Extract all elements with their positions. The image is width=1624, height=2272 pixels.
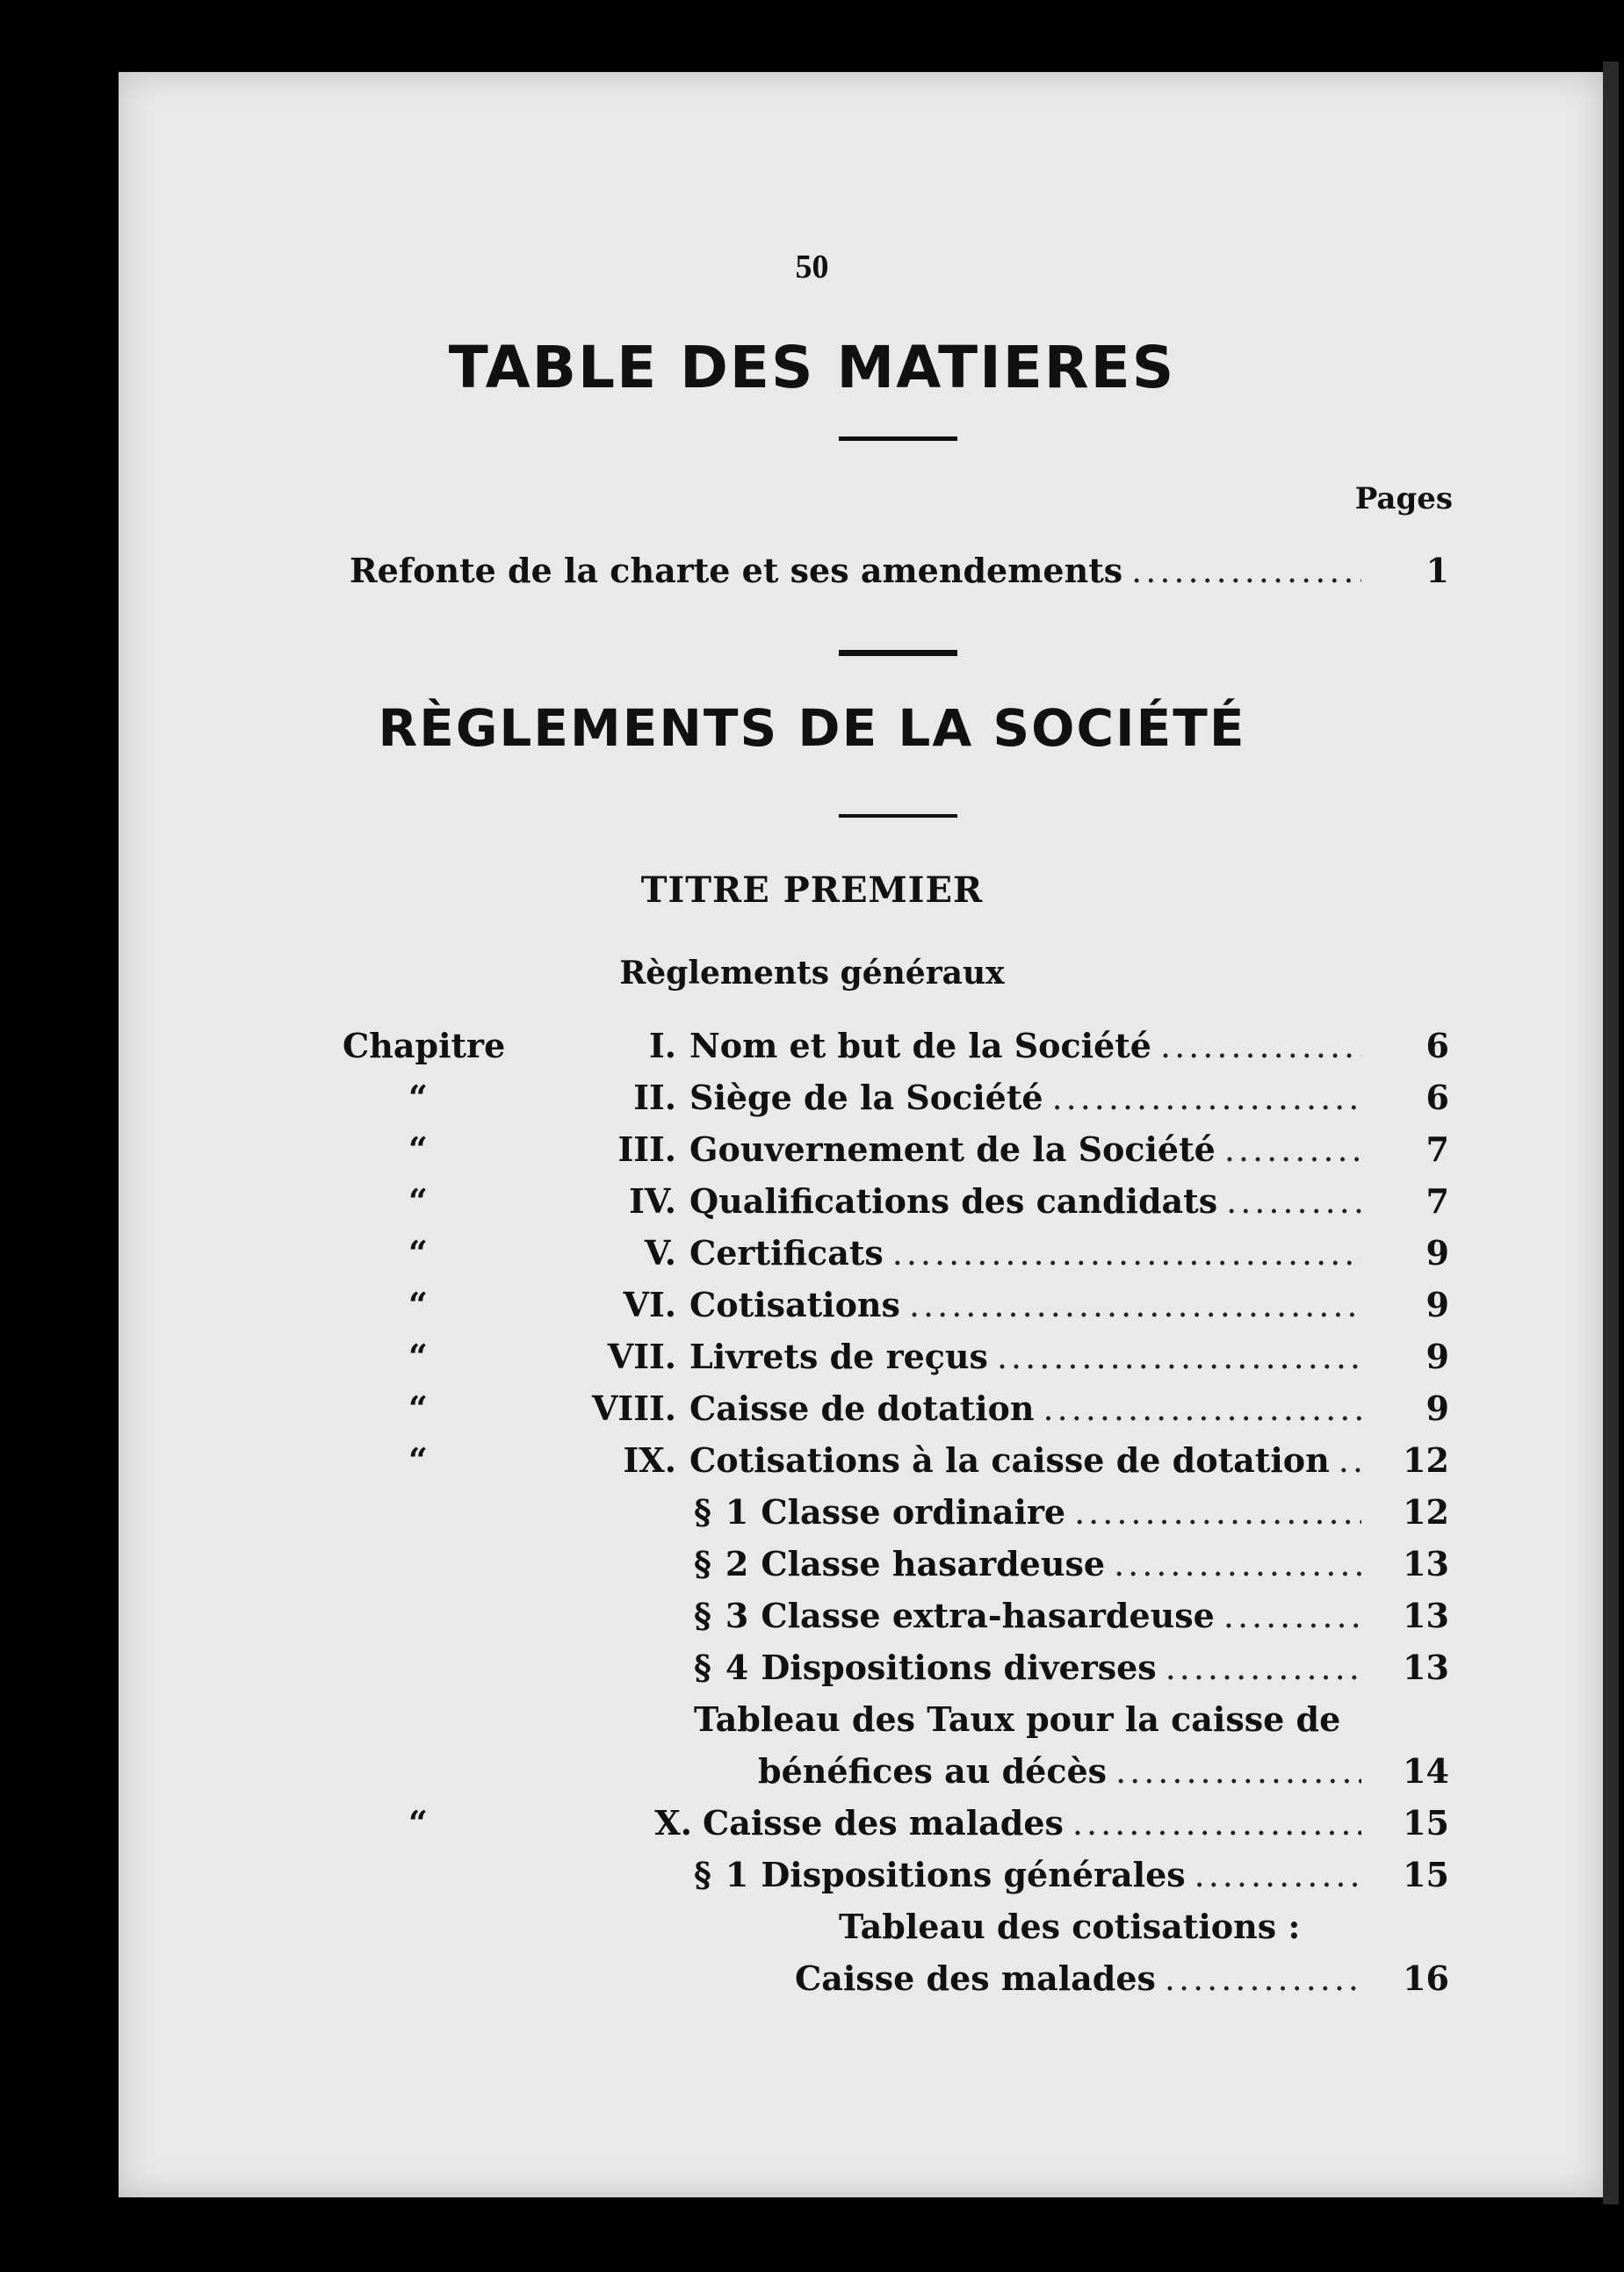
- leader-dots: [1165, 1954, 1361, 2003]
- tableau-taux-line2: bénéfices au décès: [758, 1751, 1108, 1791]
- chapter-title: Caisse des malades: [703, 1803, 1064, 1843]
- ditto-mark: “: [408, 1337, 428, 1376]
- leader-dots: [1339, 1436, 1361, 1485]
- leader-dots: [1223, 1591, 1361, 1641]
- section-title: Classe ordinaire: [761, 1492, 1066, 1532]
- chapter-title: Nom et but de la Société: [689, 1026, 1151, 1065]
- section-page: 13: [1403, 1596, 1449, 1635]
- tableau-taux-line1: Tableau des Taux pour la caisse de: [694, 1699, 1341, 1739]
- section-title: Classe extra-hasardeuse: [761, 1596, 1215, 1635]
- chapter-number: IV.: [629, 1181, 676, 1221]
- chapter-page: 7: [1426, 1129, 1449, 1169]
- chapter-number: II.: [633, 1078, 676, 1117]
- divider-rule: [839, 436, 957, 441]
- toc-intro-title: Refonte de la charte et ses amendements: [350, 551, 1123, 590]
- toc-section-row[interactable]: [343, 1850, 1449, 1900]
- chapter-page: 6: [1426, 1026, 1449, 1065]
- toc-chapter-row[interactable]: [343, 1332, 1449, 1381]
- leader-dots: [1114, 1540, 1361, 1589]
- leader-dots: [1052, 1073, 1361, 1122]
- divider-rule: [839, 650, 957, 656]
- toc-chapter-row[interactable]: [343, 1280, 1449, 1330]
- leader-dots: [892, 1229, 1361, 1278]
- section-page: 15: [1403, 1855, 1449, 1894]
- chapter-page: 9: [1426, 1285, 1449, 1324]
- section-title: Dispositions diverses: [761, 1648, 1157, 1687]
- toc-chapter-row[interactable]: [343, 1177, 1449, 1226]
- part-title: TITRE PREMIER: [640, 869, 984, 911]
- leader-dots: [1131, 546, 1361, 595]
- chapter-title: Gouvernement de la Société: [689, 1129, 1216, 1169]
- page-title: TABLE DES MATIERES: [448, 334, 1176, 401]
- chapter-title: Livrets de reçus: [689, 1337, 988, 1376]
- section-number: 1: [725, 1855, 749, 1894]
- tableau-cotisations-page: 16: [1403, 1958, 1449, 1998]
- chapter-number: VIII.: [591, 1388, 676, 1428]
- chapter-number: VII.: [607, 1337, 676, 1376]
- chapter-number: IX.: [623, 1440, 676, 1480]
- chapter-number: III.: [617, 1129, 676, 1169]
- toc-chapter-row[interactable]: [343, 1021, 1449, 1071]
- tableau-taux-page: 14: [1403, 1751, 1449, 1791]
- section-symbol-icon: §: [694, 1596, 711, 1635]
- ditto-mark: “: [408, 1129, 428, 1169]
- chapter-title: Cotisations à la caisse de dotation: [689, 1440, 1330, 1480]
- chapter-page: 6: [1426, 1078, 1449, 1117]
- chapter-page: 7: [1426, 1181, 1449, 1221]
- leader-dots: [1043, 1384, 1361, 1433]
- tableau-cotisations-line2: Caisse des malades: [795, 1958, 1156, 1998]
- toc-intro-page: 1: [1426, 551, 1449, 590]
- chapter-number: V.: [644, 1233, 676, 1273]
- ditto-mark: “: [408, 1285, 428, 1324]
- chapter-title: Qualifications des candidats: [689, 1181, 1218, 1221]
- toc-intro-row[interactable]: [343, 546, 1449, 595]
- leader-dots: [1224, 1125, 1361, 1174]
- pages-column-header: Pages: [1354, 481, 1453, 516]
- chapter-title: Caisse de dotation: [689, 1388, 1035, 1428]
- chapter-title: Certificats: [689, 1233, 884, 1273]
- section-number: 1: [725, 1492, 749, 1532]
- ditto-mark: “: [408, 1233, 428, 1273]
- toc-section-row[interactable]: [343, 1488, 1449, 1537]
- section-page: 12: [1403, 1492, 1449, 1532]
- section-symbol-icon: §: [694, 1648, 711, 1687]
- divider-rule: [839, 814, 957, 818]
- chapter-number: I.: [648, 1026, 676, 1065]
- leader-dots: [1074, 1488, 1361, 1537]
- tableau-cotisations-line1: Tableau des cotisations :: [839, 1907, 1301, 1946]
- section-symbol-icon: §: [694, 1492, 711, 1532]
- section-number: 3: [725, 1596, 749, 1635]
- section-title: RÈGLEMENTS DE LA SOCIÉTÉ: [378, 698, 1246, 758]
- leader-dots: [1226, 1177, 1361, 1226]
- section-symbol-icon: §: [694, 1855, 711, 1894]
- toc-tableau-row[interactable]: [343, 1954, 1449, 2003]
- toc-chapter-row[interactable]: [343, 1125, 1449, 1174]
- ditto-mark: “: [408, 1181, 428, 1221]
- leader-dots: [1166, 1643, 1361, 1692]
- toc-chapter-row[interactable]: [343, 1799, 1449, 1848]
- chapter-page: 9: [1426, 1388, 1449, 1428]
- chapter-number: VI.: [623, 1285, 676, 1324]
- leader-dots: [909, 1280, 1361, 1330]
- leader-dots: [1195, 1850, 1361, 1900]
- toc-tableau-row[interactable]: [343, 1747, 1449, 1796]
- section-page: 13: [1403, 1544, 1449, 1583]
- section-title: Classe hasardeuse: [761, 1544, 1106, 1583]
- leader-dots: [1072, 1799, 1361, 1848]
- section-title: Dispositions générales: [761, 1855, 1186, 1894]
- toc-section-row[interactable]: [343, 1643, 1449, 1692]
- toc-chapter-row[interactable]: [343, 1229, 1449, 1278]
- chapter-page: 12: [1403, 1440, 1449, 1480]
- section-number: 2: [725, 1544, 749, 1583]
- toc-chapter-row[interactable]: [343, 1384, 1449, 1433]
- page-number: 50: [795, 249, 829, 285]
- chapter-page: 9: [1426, 1233, 1449, 1273]
- toc-chapter-row[interactable]: [343, 1436, 1449, 1485]
- toc-chapter-row[interactable]: [343, 1073, 1449, 1122]
- ditto-mark: “: [408, 1078, 428, 1117]
- section-number: 4: [725, 1648, 749, 1687]
- ditto-mark: “: [408, 1440, 428, 1480]
- leader-dots: [1160, 1021, 1361, 1071]
- leader-dots: [1115, 1747, 1361, 1796]
- ditto-mark: “: [408, 1388, 428, 1428]
- toc-section-row[interactable]: [343, 1540, 1449, 1589]
- chapter-number: X.: [654, 1803, 692, 1843]
- toc-section-row[interactable]: [343, 1591, 1449, 1641]
- chapter-label: Chapitre: [343, 1026, 506, 1065]
- chapter-title: Cotisations: [689, 1285, 900, 1324]
- section-symbol-icon: §: [694, 1544, 711, 1583]
- chapter-title: Siège de la Société: [689, 1078, 1043, 1117]
- chapter-page: 15: [1403, 1803, 1449, 1843]
- chapter-page: 9: [1426, 1337, 1449, 1376]
- section-page: 13: [1403, 1648, 1449, 1687]
- leader-dots: [997, 1332, 1361, 1381]
- ditto-mark: “: [408, 1803, 428, 1843]
- part-subtitle: Règlements généraux: [619, 955, 1005, 992]
